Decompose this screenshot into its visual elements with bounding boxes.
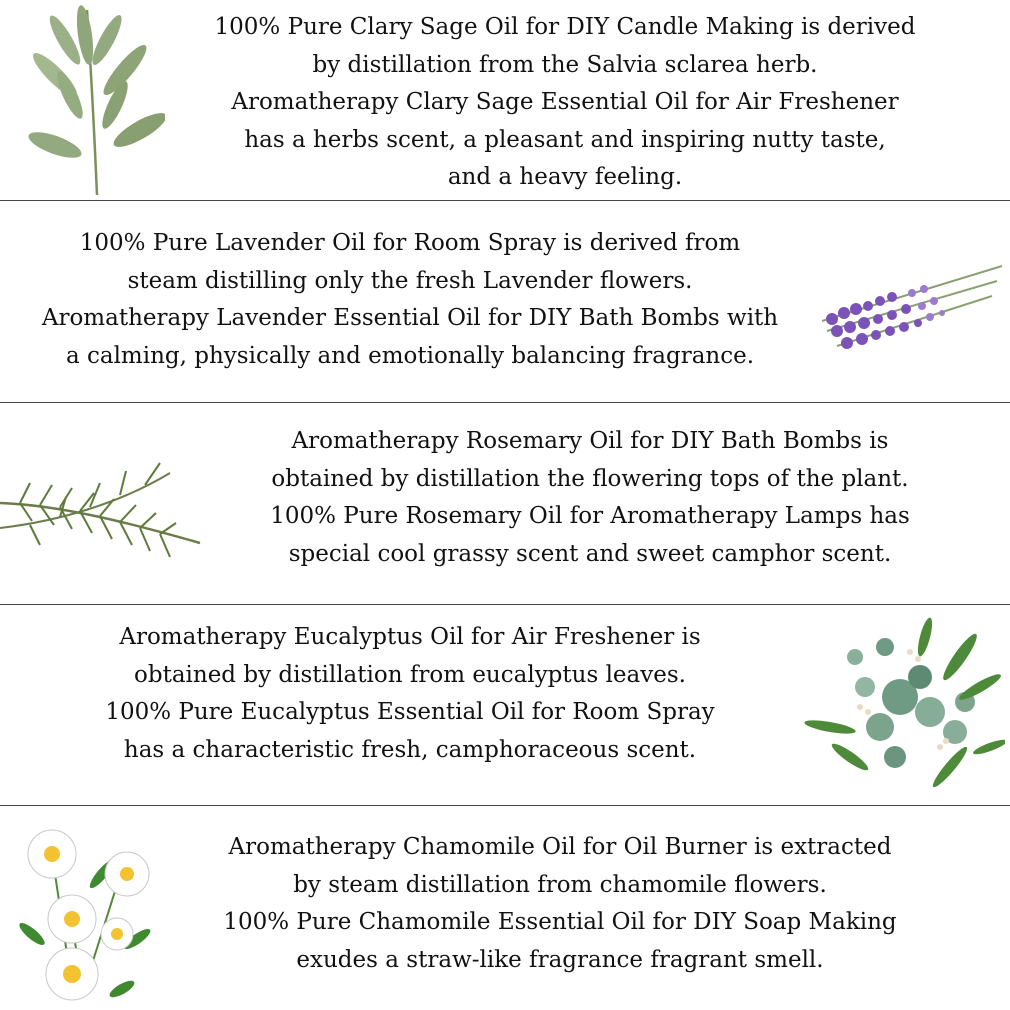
description-line: Aromatherapy Rosemary Oil for DIY Bath Bombs is [291,428,889,454]
description-line: Aromatherapy Chamomile Oil for Oil Burner is extracted [228,834,892,860]
clary-sage-description [205,9,925,197]
description-line: by steam distillation from chamomile flowers. [293,871,827,898]
section-clary-sage [0,0,1010,200]
description-line: has a herbs scent, a pleasant and inspiring nutty taste, [244,126,886,153]
eucalyptus-bouquet-icon [800,617,1005,797]
description-line: obtained by distillation the flowering tops of the plant. [271,465,909,492]
description-line: special cool grassy scent and sweet camphor scent. [288,540,892,567]
rosemary-sprig-icon [0,433,205,583]
description-line: 100% Pure Rosemary Oil for Aromatherapy Lamps has [270,503,910,529]
lavender-description [30,225,790,375]
description-line: obtained by distillation from eucalyptus leaves. [134,661,686,688]
eucalyptus-description [60,619,760,769]
description-line: has a characteristic fresh, camphoraceous scent. [123,736,697,763]
sage-sprig-icon [15,0,165,200]
chamomile-flowers-icon [12,814,162,1009]
section-lavender [0,201,1010,402]
description-line: by distillation from the Salvia sclarea herb. [312,51,818,78]
description-line: a calming, physically and emotionally balancing fragrance. [65,342,755,369]
description-line: 100% Pure Eucalyptus Essential Oil for Room Spray [105,699,715,725]
lavender-bunch-icon [812,251,1007,356]
description-line: 100% Pure Chamomile Essential Oil for DIY Soap Making [223,909,897,935]
description-line: and a heavy feeling. [447,164,683,190]
rosemary-description [230,423,950,573]
description-line: Aromatherapy Eucalyptus Oil for Air Freshener is [119,624,701,650]
description-line: steam distilling only the fresh Lavender flowers. [127,267,693,294]
description-line: 100% Pure Lavender Oil for Room Spray is derived from [79,230,741,256]
section-rosemary [0,403,1010,604]
description-line: exudes a straw-like fragrance fragrant smell. [296,946,824,973]
description-line: Aromatherapy Lavender Essential Oil for DIY Bath Bombs with [41,305,779,331]
chamomile-description [200,829,920,979]
section-chamomile [0,806,1010,1010]
description-line: 100% Pure Clary Sage Oil for DIY Candle Making is derived [214,14,916,40]
section-eucalyptus [0,605,1010,805]
description-line: Aromatherapy Clary Sage Essential Oil for Air Freshener [231,89,899,115]
